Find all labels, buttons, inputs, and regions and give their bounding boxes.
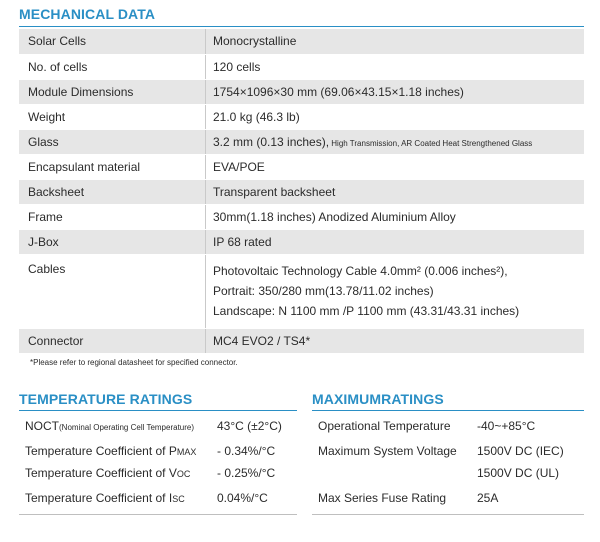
row-label-connector: Connector <box>19 328 206 353</box>
cables-line: Portrait: 350/280 mm(13.78/11.02 inches) <box>213 284 434 298</box>
row-label-frame: Frame <box>19 204 206 229</box>
voc-coefficient-label <box>25 466 190 480</box>
temperature-bottom-rule <box>19 514 297 515</box>
glass-value-detail: High Transmission, AR Coated Heat Strengthened Glass <box>329 138 533 148</box>
row-value-frame: 30mm(1.18 inches) Anodized Aluminium Alloy <box>206 204 585 229</box>
row-label-solar-cells: Solar Cells <box>19 29 206 54</box>
table-row <box>19 328 584 353</box>
row-label-no-of-cells: No. of cells <box>19 54 206 79</box>
max-system-voltage-ul: 1500V DC (UL) <box>477 466 560 480</box>
table-row <box>19 29 584 54</box>
pmax-label-text: Temperature Coefficient of P <box>25 444 177 458</box>
maximum-title-rule <box>312 410 584 411</box>
cables-line: Landscape: N 1100 mm /P 1100 mm (43.31/43.31 inches) <box>213 304 520 318</box>
row-value-module-dimensions: 1754×1096×30 mm (69.06×43.15×1.18 inches) <box>206 79 585 104</box>
row-value-connector: MC4 EVO2 / TS4* <box>206 328 585 353</box>
voc-coefficient-value: - 0.25%/°C <box>217 466 276 480</box>
isc-coefficient-label <box>25 491 185 505</box>
table-row <box>19 54 584 79</box>
noct-label-text: NOCT <box>25 419 59 433</box>
row-value-solar-cells: Monocrystalline <box>206 29 585 54</box>
row-label-glass: Glass <box>19 129 206 154</box>
mechanical-data-title: MECHANICAL DATA <box>19 6 156 22</box>
operational-temperature-value: -40~+85°C <box>477 419 536 433</box>
row-value-encapsulant: EVA/POE <box>206 154 585 179</box>
row-label-backsheet: Backsheet <box>19 179 206 204</box>
cables-line: Photovoltaic Technology Cable 4.0mm² (0.006 inches²), <box>213 264 508 278</box>
glass-value-main: 3.2 mm (0.13 inches), <box>213 134 330 149</box>
row-value-no-of-cells: 120 cells <box>206 54 585 79</box>
pmax-coefficient-label <box>25 444 196 458</box>
maximum-bottom-rule <box>312 514 584 515</box>
table-row <box>19 79 584 104</box>
row-value-glass <box>206 129 585 154</box>
max-series-fuse-label: Max Series Fuse Rating <box>318 491 447 505</box>
voc-label-text: Temperature Coefficient of V <box>25 466 177 480</box>
table-row <box>19 129 584 154</box>
connector-footnote: *Please refer to regional datasheet for specified connector. <box>30 358 238 367</box>
mechanical-title-rule <box>19 26 584 27</box>
row-label-j-box: J-Box <box>19 229 206 254</box>
isc-coefficient-value: 0.04%/°C <box>217 491 268 505</box>
noct-value: 43°C (±2°C) <box>217 419 282 433</box>
row-label-cables: Cables <box>19 254 206 328</box>
temperature-ratings-title: TEMPERATURE RATINGS <box>19 391 193 407</box>
row-label-encapsulant: Encapsulant material <box>19 154 206 179</box>
table-row <box>19 104 584 129</box>
row-value-j-box: IP 68 rated <box>206 229 585 254</box>
temperature-title-rule <box>19 410 297 411</box>
table-row <box>19 179 584 204</box>
max-system-voltage-label: Maximum System Voltage <box>318 444 457 458</box>
maximum-ratings-title: MAXIMUMRATINGS <box>312 391 444 407</box>
table-row <box>19 154 584 179</box>
mechanical-data-table <box>19 29 584 354</box>
table-row <box>19 204 584 229</box>
table-row <box>19 229 584 254</box>
max-series-fuse-value: 25A <box>477 491 499 505</box>
noct-note: (Nominal Operating Cell Temperature) <box>59 423 195 432</box>
row-label-weight: Weight <box>19 104 206 129</box>
noct-label <box>25 419 194 433</box>
isc-label-text: Temperature Coefficient of I <box>25 491 173 505</box>
table-row <box>19 254 584 328</box>
operational-temperature-label: Operational Temperature <box>318 419 451 433</box>
row-label-module-dimensions: Module Dimensions <box>19 79 206 104</box>
isc-subscript: SC <box>172 494 185 504</box>
voc-subscript: OC <box>176 469 191 479</box>
row-value-weight: 21.0 kg (46.3 lb) <box>206 104 585 129</box>
row-value-backsheet: Transparent backsheet <box>206 179 585 204</box>
pmax-subscript: MAX <box>176 447 197 457</box>
pmax-coefficient-value: - 0.34%/°C <box>217 444 276 458</box>
row-value-cables <box>206 254 585 328</box>
max-system-voltage-iec: 1500V DC (IEC) <box>477 444 564 458</box>
